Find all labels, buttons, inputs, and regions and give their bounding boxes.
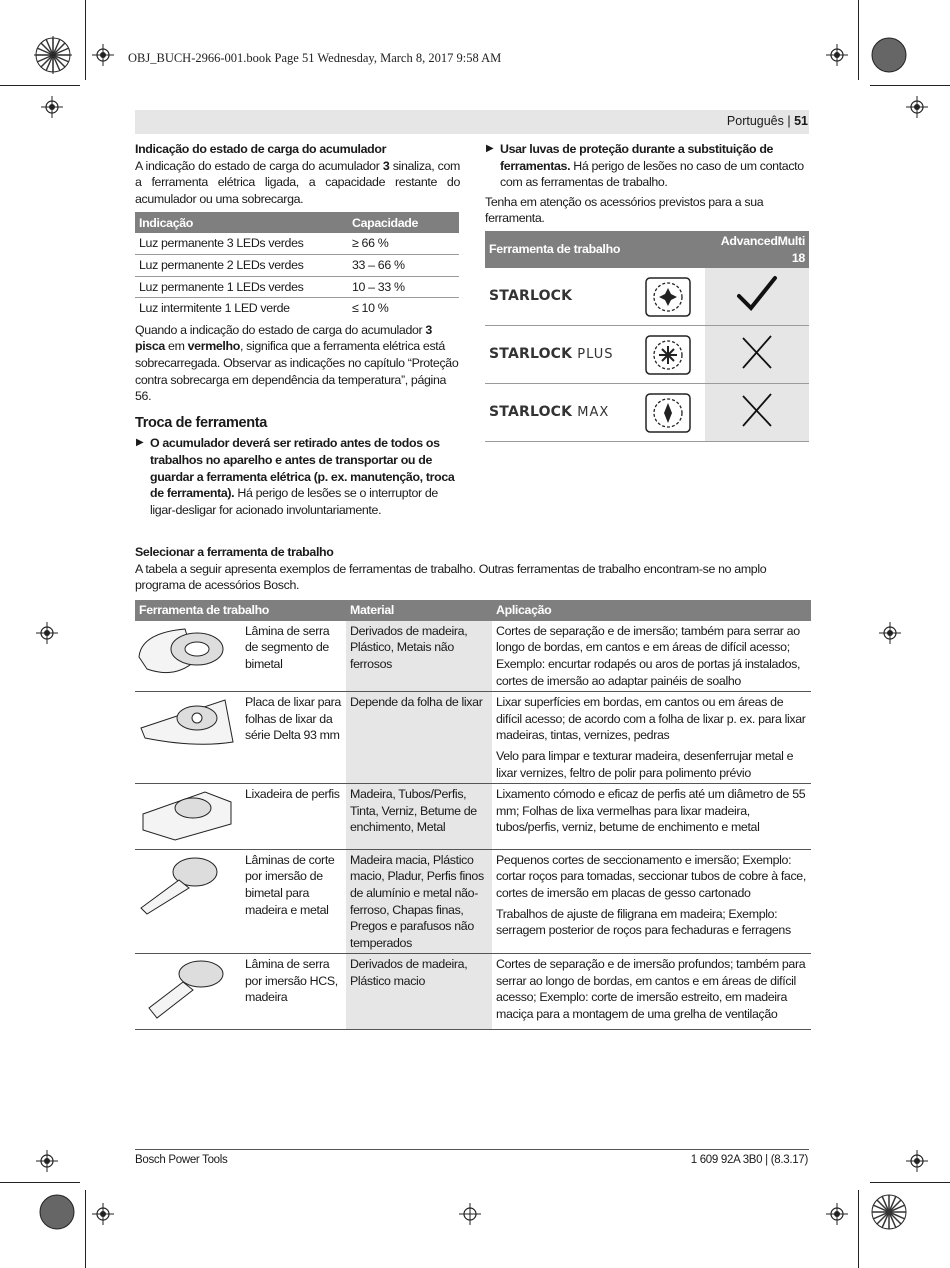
warning-bullet	[135, 435, 460, 518]
tool-material: Madeira macia, Plástico macio, Pladur, Perfis finos de alumínio e metal não-ferroso, Chapas finas, Pregos e parafusos não temperados	[346, 849, 492, 954]
registration-mark-icon	[906, 96, 928, 118]
table-header: Aplicação	[492, 600, 811, 621]
registration-mark-icon	[826, 44, 848, 66]
profile-sander-icon	[135, 784, 239, 844]
application-text: Lixamento cómodo e eficaz de perfis até um diâmetro de 55 mm; Folhas de lixa vermelhas para lixar madeira, tubos/perfis, verniz, betume de enchimento e metal	[496, 787, 806, 835]
tool-name: Placa de lixar para folhas de lixar da série Delta 93 mm	[241, 692, 346, 784]
bullet-arrow-icon: ▶	[486, 143, 494, 154]
application-text: Trabalhos de ajuste de filigrana em madeira; Exemplo: serragem posterior de roços para fechaduras e ferragens	[496, 906, 791, 938]
tool-material: Derivados de madeira, Plástico, Metais não ferrosos	[346, 621, 492, 692]
starlock-max-mount-icon	[645, 393, 691, 433]
paragraph: A indicação do estado de carga do acumulador 3 sinaliza, com a ferramenta elétrica ligada, a capacidade restante do acumulador ou uma sobrecarga.	[135, 158, 460, 206]
section-heading: Indicação do estado de carga do acumulador	[135, 142, 387, 156]
registration-mark-icon	[879, 622, 901, 644]
table-row	[135, 298, 459, 319]
section-heading: Selecionar a ferramenta de trabalho	[135, 545, 334, 559]
tool-application	[492, 849, 811, 954]
registration-mark-icon	[826, 1203, 848, 1225]
running-header	[135, 110, 809, 134]
print-slug: OBJ_BUCH-2966-001.book Page 51 Wednesday, March 8, 2017 9:58 AM	[128, 51, 502, 65]
table-row	[135, 276, 459, 298]
tool-name: Lâmina de serra de segmento de bimetal	[241, 621, 346, 692]
tool-material: Madeira, Tubos/Perfis, Tinta, Verniz, Betume de enchimento, Metal	[346, 784, 492, 850]
right-column	[485, 141, 809, 442]
cross-icon	[737, 390, 777, 430]
warning-bullet	[485, 141, 809, 191]
footer-right: 1 609 92A 3B0 | (8.3.17)	[690, 1154, 808, 1166]
table-row	[485, 268, 809, 326]
compat-cell	[705, 326, 809, 384]
tool-image-cell	[135, 784, 241, 850]
starlock-plus-mount-icon	[645, 335, 691, 375]
paragraph: A tabela a seguir apresenta exemplos de ferramentas de trabalho. Outras ferramentas de trabalho encontram-se no amplo programa de acessórios Bosch.	[135, 561, 767, 593]
table-cell: Luz permanente 3 LEDs verdes	[135, 233, 348, 254]
charge-table	[135, 212, 459, 318]
registration-mark-icon	[459, 1203, 481, 1225]
starlock-mount-icon	[645, 277, 691, 317]
cross-icon	[737, 332, 777, 372]
compatibility-table	[485, 231, 809, 442]
table-cell	[485, 326, 705, 384]
section-heading: Troca de ferramenta	[135, 414, 267, 431]
starlock-max-logo	[489, 404, 609, 422]
bullet-arrow-icon: ▶	[136, 437, 144, 449]
compat-cell	[705, 268, 809, 326]
table-row	[135, 233, 459, 254]
table-header: Material	[346, 600, 492, 621]
table-cell: 10 – 33 %	[348, 276, 459, 298]
brand-label: STARLOCK	[489, 345, 573, 362]
table-cell: Luz intermitente 1 LED verde	[139, 301, 290, 316]
table-row	[135, 254, 459, 276]
brand-label: STARLOCK	[489, 403, 573, 420]
registration-mark-icon	[906, 1150, 928, 1172]
table-cell: Luz permanente 1 LEDs verdes	[135, 276, 348, 298]
table-header: Indicação	[135, 212, 348, 233]
application-text: Lixar superfícies em bordas, em cantos ou em áreas de difícil acesso; de acordo com a folha de lixar p. ex. para lixar madeiras, tintas, vernizes, pedras	[496, 695, 806, 743]
bullet-bold: O acumulador deverá ser retirado antes de todos os trabalhos no aparelho e antes de transportar ou de guardar a ferramenta elétrica (p. ex. manutenção, troca de ferramenta).	[150, 436, 455, 501]
registration-target-icon	[870, 36, 908, 74]
delta-sanding-plate-icon	[135, 692, 239, 752]
tool-material: Derivados de madeira, Plástico macio	[346, 954, 492, 1030]
footer-left: Bosch Power Tools	[135, 1154, 228, 1166]
header-page: 51	[794, 114, 808, 128]
tool-image-cell	[135, 849, 241, 954]
hcs-plunge-blade-icon	[135, 954, 239, 1024]
crop-mark	[0, 85, 80, 86]
table-row	[485, 384, 809, 442]
bullet-text: Há perigo de lesões se o interruptor de ligar-desligar for acionado involuntariamente.	[150, 486, 438, 517]
crop-mark	[858, 1190, 859, 1268]
check-icon	[735, 274, 779, 314]
registration-mark-icon	[92, 44, 114, 66]
application-text: Velo para limpar e texturar madeira, desenferrujar metal e lixar vernizes, feltro de polir para polimento prévio	[496, 748, 794, 780]
table-cell: ≥ 66 %	[348, 233, 459, 254]
tool-application	[492, 621, 811, 692]
compat-cell	[705, 384, 809, 442]
tool-application	[492, 784, 811, 850]
table-cell	[485, 268, 705, 326]
plunge-cut-blade-icon	[135, 850, 239, 920]
registration-mark-icon	[36, 1150, 58, 1172]
registration-target-icon	[870, 1193, 908, 1231]
left-column	[135, 141, 460, 518]
segment-saw-blade-icon	[135, 621, 239, 683]
table-cell	[485, 384, 705, 442]
registration-target-icon	[38, 1193, 76, 1231]
crop-mark	[870, 85, 950, 86]
table-header: Ferramenta de trabalho	[135, 600, 346, 621]
bullet-text: Há perigo de lesões no caso de um contacto com as ferramentas de trabalho.	[500, 158, 804, 190]
tool-application	[492, 692, 811, 784]
tool-application	[492, 954, 811, 1030]
table-cell: 33 – 66 %	[348, 254, 459, 276]
tool-table	[135, 600, 811, 1030]
tool-name: Lixadeira de perfis	[241, 784, 346, 850]
header-language: Português	[726, 114, 784, 128]
paragraph: Quando a indicação do estado de carga do acumulador 3 pisca em vermelho, significa que a ferramenta elétrica está sobrecarregada. Observar as indicações no capítulo “Proteção contra sobrecarga em dependência da temperatura”, página 56.	[135, 322, 459, 404]
tool-name: Lâminas de corte por imersão de bimetal para madeira e metal	[241, 849, 346, 954]
starlock-plus-logo	[489, 346, 614, 364]
table-row	[135, 784, 811, 850]
registration-target-icon	[34, 36, 72, 74]
brand-suffix: MAX	[577, 404, 610, 420]
tool-image-cell	[135, 621, 241, 692]
tool-name: Lâmina de serra por imersão HCS, madeira	[241, 954, 346, 1030]
crop-mark	[85, 0, 86, 80]
crop-mark	[85, 1190, 86, 1268]
tool-image-cell	[135, 692, 241, 784]
table-header: AdvancedMulti 18	[705, 231, 809, 268]
tool-material: Depende da folha de lixar	[346, 692, 492, 784]
table-cell: Luz permanente 2 LEDs verdes	[135, 254, 348, 276]
table-row	[135, 849, 811, 954]
footer-rule	[135, 1149, 809, 1150]
crop-mark	[858, 0, 859, 80]
registration-mark-icon	[92, 1203, 114, 1225]
application-text: Cortes de separação e de imersão; também para serrar ao longo de bordas, em cantos e em áreas de difícil acesso; Exemplo: encurtar rodapés ou aros de portas já instalados, cortes de imersão ao adaptar painéis de soalho	[496, 623, 801, 688]
table-header: Capacidade	[348, 212, 459, 233]
table-row	[135, 692, 811, 784]
registration-mark-icon	[36, 622, 58, 644]
crop-mark	[870, 1182, 950, 1183]
tool-section	[135, 544, 811, 1030]
tool-image-cell	[135, 954, 241, 1030]
registration-mark-icon	[41, 96, 63, 118]
bullet-bold: Usar luvas de proteção durante a substituição de ferramentas.	[500, 142, 774, 173]
table-header: Ferramenta de trabalho	[485, 231, 705, 268]
table-row	[485, 326, 809, 384]
starlock-logo	[489, 288, 572, 305]
application-text: Pequenos cortes de seccionamento e imersão; Exemplo: cortar roços para tomadas, seccionar tubos de cobre à face, cortes de imersão em placas de gesso cartonado	[496, 852, 806, 900]
table-row	[135, 954, 811, 1030]
application-text: Cortes de separação e de imersão profundos; também para serrar ao longo de bordas, em cantos e em áreas de difícil acesso; Exemplo: corte de imersão estreito, em madeira maciça para a montagem de uma grelha de ventilação	[496, 957, 806, 1022]
table-row	[135, 621, 811, 692]
crop-mark	[0, 1182, 80, 1183]
brand-suffix: PLUS	[577, 346, 614, 362]
page-number: Português | 51	[726, 114, 808, 128]
table-cell: ≤ 10 %	[352, 301, 389, 316]
brand-label: STARLOCK	[489, 288, 573, 305]
paragraph: Tenha em atenção os acessórios previstos para a sua ferramenta.	[485, 194, 764, 226]
